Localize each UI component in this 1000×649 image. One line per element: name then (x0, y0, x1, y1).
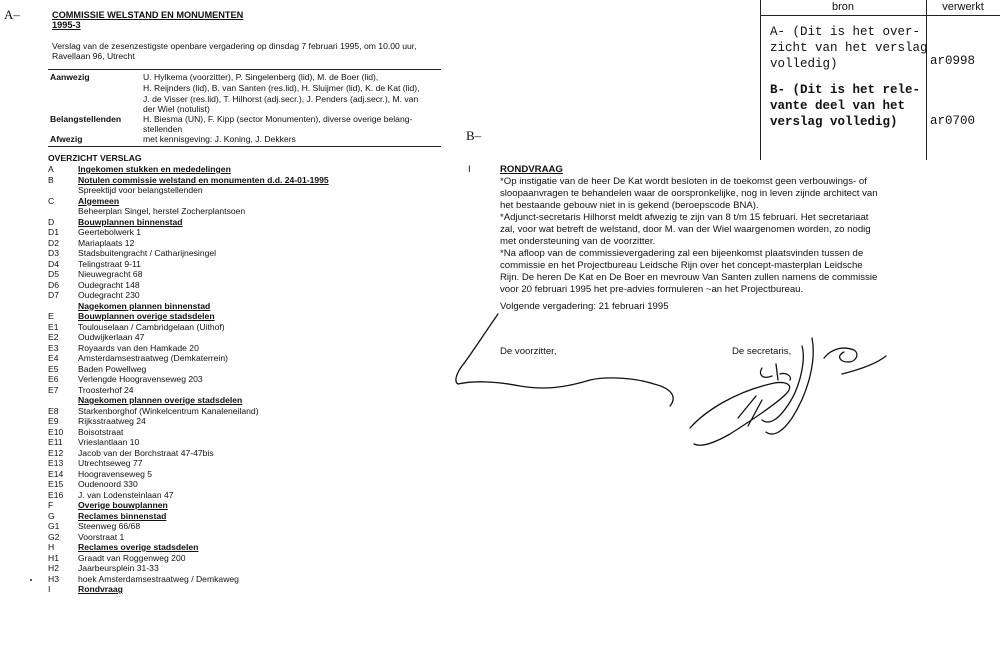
overview-item-text: Nagekomen plannen binnenstad (78, 300, 211, 311)
overview-item-text: Notulen commissie welstand en monumenten d.d. 24-01-1995 (78, 174, 329, 185)
overview-item-text: Mariaplaats 12 (78, 237, 135, 248)
overview-item-code: E11 (48, 437, 63, 447)
overview-item-code: A (48, 164, 54, 174)
overview-item-text: Starkenborghof (Winkelcentrum Kanaleneiland) (78, 405, 259, 416)
overview-item-code: F (48, 500, 54, 510)
belangstellenden-line: stellenden (143, 124, 183, 134)
stamp-a-line: volledig) (770, 57, 838, 71)
stamp-code-b: ar0700 (930, 114, 976, 128)
overview-item-code: H2 (48, 563, 59, 573)
overview-item-code: H (48, 542, 55, 552)
overview-item-code: D1 (48, 227, 59, 237)
belangstellenden-line: H. Biesma (UN), F. Kipp (sector Monumenten), diverse overige belang- (143, 114, 413, 124)
secretaris-label: De secretaris, (732, 346, 792, 357)
overview-item-code: C (48, 195, 55, 206)
overview-item-text: Nagekomen plannen overige stadsdelen (78, 395, 243, 405)
overview-item-code: G1 (48, 521, 60, 531)
overview-item-code: D (48, 216, 55, 227)
overview-item-code: H3 (48, 573, 59, 584)
belangstellenden-label: Belangstellenden (50, 114, 122, 124)
rondvraag-heading: RONDVRAAG (500, 164, 563, 175)
overview-item-text: Graadt van Roggenweg 200 (78, 552, 186, 563)
stamp-b-line: verslag volledig) (770, 115, 898, 129)
stamp-col-verwerkt: verwerkt (942, 1, 984, 13)
stamp-left-border (760, 0, 761, 160)
intro-line-1: Verslag van de zesenzestigste openbare vergadering op dinsdag 7 februari 1995, om 10.00 uur, (52, 41, 417, 51)
intro-line-2: Ravellaan 96, Utrecht (52, 51, 135, 61)
afwezig-label: Afwezig (50, 134, 83, 144)
rondvraag-line: Rijn. De heren De Kat en De Boer en mevrouw Van Santen zullen namens de commissie (500, 272, 878, 283)
overview-item-text: Amsterdamsestraatweg (Demkaterrein) (78, 353, 228, 363)
overview-item-code: E5 (48, 363, 59, 374)
afwezig-text: met kennisgeving: J. Koning, J. Dekkers (143, 134, 296, 144)
overview-item-code: E9 (48, 416, 59, 426)
overview-item-code: B (48, 174, 54, 185)
overview-item-code: E12 (48, 447, 64, 458)
overview-item-code: H1 (48, 552, 59, 563)
overview-item-code: E15 (48, 479, 64, 489)
secretaris-signature (690, 338, 886, 445)
overview-item-text: Reclames binnenstad (78, 510, 167, 521)
speck (30, 579, 32, 581)
overview-item-code: E2 (48, 332, 59, 342)
overview-item-text: Voorstraat 1 (78, 531, 125, 542)
aanwezig-label: Aanwezig (50, 72, 90, 82)
overview-item-text: Vrieslantlaan 10 (78, 437, 140, 447)
overview-item-text: Royaards van den Hamkade 20 (78, 342, 199, 353)
aanwezig-line: H. Reijnders (lid), B. van Santen (res.lid), H. Sluijmer (lid), K. de Kat (lid), (143, 83, 420, 93)
overview-item-code: E13 (48, 458, 64, 468)
overview-item-text: Steenweg 66/68 (78, 521, 141, 531)
rondvraag-line: met ondersteuning van de voorzitter. (500, 236, 656, 247)
aanwezig-line: J. de Visser (res.lid), T. Hilhorst (adj.secr.), J. Penders (adj.secr.), M. van (143, 94, 419, 104)
overview-item-text: Baden Powellweg (78, 363, 147, 374)
overview-item-text: Geertebolwerk 1 (78, 227, 142, 237)
rondvraag-line: het bestaande gebouw niet in is gekend (beroepscode BNA). (500, 200, 759, 211)
overview-item-text: Ingekomen stukken en mededelingen (78, 164, 231, 174)
overview-heading: OVERZICHT VERSLAG (48, 153, 142, 163)
overview-item-text: Rijksstraatweg 24 (78, 416, 146, 426)
overview-item-text: Bouwplannen overige stadsdelen (78, 311, 215, 321)
signatures (440, 300, 1000, 460)
overview-item-code: D5 (48, 269, 59, 279)
overview-item-text: hoek Amsterdamsestraatweg / Demkaweg (78, 573, 239, 584)
overview-item-text: Oudenoord 330 (78, 479, 138, 489)
archive-stamp (760, 0, 1000, 160)
stamp-code-a: ar0998 (930, 54, 976, 68)
overview-item-code: E (48, 311, 54, 321)
next-meeting: Volgende vergadering: 21 februari 1995 (500, 301, 669, 312)
rondvraag-line: voor 20 februari 1995 het pre-advies formuleren ~an het Projectbureau. (500, 284, 804, 295)
overview-item-text: Hoogravenseweg 5 (78, 468, 153, 479)
stamp-b-line: vante deel van het (770, 99, 906, 113)
overview-item-text: Boisotstraat (78, 426, 124, 437)
rondvraag-line: *Na afloop van de commissievergadering zal een bijeenkomst plaatsvinden tussen de (500, 248, 864, 259)
overview-item-code: E10 (48, 426, 64, 437)
overview-item-text: Nieuwegracht 68 (78, 269, 143, 279)
overview-item-code: D4 (48, 258, 59, 269)
stamp-header-rule (760, 15, 1000, 16)
rondvraag-line: *Adjunct-secretaris Hilhorst meldt afwezig te zijn van 8 t/m 15 februari. Het secretariaat (500, 212, 869, 223)
marker-a: A– (4, 7, 20, 22)
overview-item-text: Oudegracht 148 (78, 279, 140, 290)
stamp-a-line: zicht van het verslag (770, 41, 928, 55)
overview-item-text: Stadsbuitengracht / Catharijnesingel (78, 248, 217, 258)
overview-item-code: E1 (48, 321, 59, 332)
overview-item-code: E6 (48, 374, 59, 384)
rondvraag-line: sloopaanvragen te behandelen waar de oorspronkelijke, nog in leven zijnde architect van (500, 188, 878, 199)
rondvraag-line: zal, voor wat betreft de welstand, door M. van der Wiel waargenomen worden, zo nodig (500, 224, 871, 235)
overview-item-code: I (48, 584, 51, 594)
overview-item-code: G (48, 510, 55, 521)
document-title: COMMISSIE WELSTAND EN MONUMENTEN (52, 10, 244, 20)
rondvraag-line: commissie en het Projectbureau Leidsche Rijn over het concept-masterplan Leidsche (500, 260, 863, 271)
voorzitter-signature (456, 314, 673, 406)
rondvraag-code: I (468, 164, 471, 175)
overview-item-text: Rondvraag (78, 584, 123, 594)
overview-item-text: Jaarbeursplein 31-33 (78, 563, 159, 573)
document-number: 1995-3 (52, 20, 81, 30)
overview-item-code: D2 (48, 237, 59, 248)
stamp-entry-a (770, 24, 928, 72)
overview-item-text: Reclames overige stadsdelen (78, 542, 199, 552)
overview-list (0, 0, 460, 649)
rondvraag-line: *Op instigatie van de heer De Kat wordt besloten in de toekomst geen verbouwings- of (500, 176, 867, 187)
overview-item-text: Overige bouwplannen (78, 500, 168, 510)
rondvraag-body (500, 176, 878, 296)
overview-item-text: Oudegracht 230 (78, 290, 140, 300)
aanwezig-line: der Wiel (notulist) (143, 104, 210, 114)
overview-item-text: Utrechtseweg 77 (78, 458, 143, 468)
stamp-col-bron: bron (831, 1, 855, 13)
marker-b: B– (466, 128, 482, 143)
overview-item-code: E16 (48, 489, 64, 500)
overview-item-code: E4 (48, 353, 59, 363)
stamp-entry-b (770, 82, 920, 130)
stamp-b-line: B- (Dit is het rele- (770, 83, 921, 97)
overview-item-text: Toulouselaan / Cambridgelaan (Uithof) (78, 321, 225, 332)
overview-item-text: Oudwijkerlaan 47 (78, 332, 145, 342)
overview-item-code: E8 (48, 405, 59, 416)
overview-item-text: Telingstraat 9-11 (78, 258, 141, 269)
overview-item-text: Beheerplan Singel, herstel Zocherplantsoen (78, 206, 246, 216)
overview-item-text: Verlengde Hoogravenseweg 203 (78, 374, 203, 384)
overview-item-code: D6 (48, 279, 59, 290)
overview-item-code: G2 (48, 531, 60, 542)
overview-item-text: Jacob van der Borchstraat 47-47bis (78, 447, 214, 458)
overview-item-code: D3 (48, 248, 59, 258)
overview-item-text: Troosterhof 24 (78, 384, 134, 395)
overview-item-text: Algemeen (78, 195, 120, 206)
overview-item-text: Spreektijd voor belangstellenden (78, 185, 203, 195)
aanwezig-line: U. Hylkema (voorzitter), P. Singelenberg (lid), M. de Boer (lid), (143, 72, 379, 82)
stamp-a-line: A- (Dit is het over- (770, 25, 921, 39)
overview-item-text: J. van Lodensteinlaan 47 (78, 489, 174, 500)
overview-item-code: E3 (48, 342, 59, 353)
overview-item-code: D7 (48, 290, 59, 300)
voorzitter-label: De voorzitter, (500, 346, 557, 357)
overview-item-text: Bouwplannen binnenstad (78, 216, 183, 227)
overview-item-code: E7 (48, 384, 59, 395)
overview-item-code: E14 (48, 468, 64, 479)
